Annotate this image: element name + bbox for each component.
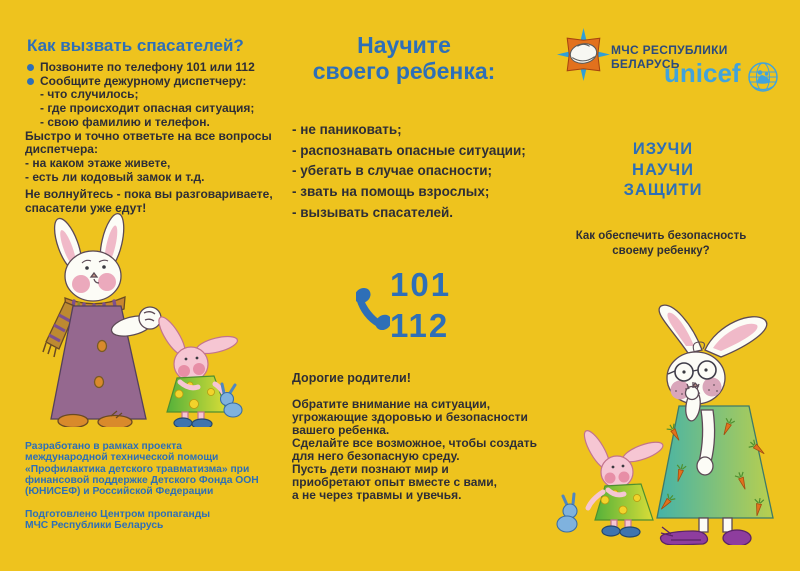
reassurance-note-line: Не волнуйтесь - пока вы разговариваете, bbox=[25, 187, 273, 202]
list-item: - звать на помощь взрослых; bbox=[292, 184, 490, 200]
credits-line: Разработано в рамках проекта bbox=[25, 441, 182, 452]
bullet-text: Сообщите дежурному диспетчеру: bbox=[40, 73, 247, 88]
bullet-item bbox=[25, 61, 280, 75]
paragraph-line: для него безопасную среду. bbox=[292, 448, 460, 463]
parents-paragraph bbox=[292, 397, 538, 502]
paragraph-line: Пусть дети познают мир и bbox=[292, 461, 449, 476]
paragraph-line: вашего ребенка. bbox=[292, 422, 390, 437]
paragraph-line: а не через травмы и увечья. bbox=[292, 487, 462, 502]
emergency-number-101: 101 bbox=[390, 266, 452, 303]
dispatcher-detail-line: - где происходит опасная ситуация; bbox=[40, 101, 255, 116]
credits-line: «Профилактика детского травматизма» при bbox=[25, 463, 250, 475]
left-panel-instructions bbox=[25, 61, 280, 216]
parents-salutation: Дорогие родители! bbox=[292, 371, 411, 385]
list-item: - вызывать спасателей. bbox=[292, 204, 454, 220]
prepared-line: МЧС Республики Беларусь bbox=[25, 520, 164, 532]
left-panel-heading: Как вызвать спасателей? bbox=[27, 36, 244, 55]
answer-questions-line: - есть ли кодовый замок и т.д. bbox=[25, 169, 205, 184]
paragraph-line: угрожающие здоровью и безопасности bbox=[292, 409, 528, 424]
credits-line: финансовой поддержке Детского Фонда ООН bbox=[25, 474, 259, 486]
answer-questions-line: - на каком этаже живете, bbox=[25, 155, 171, 170]
dispatcher-detail-line: - свою фамилию и телефон. bbox=[40, 114, 210, 129]
paragraph-line: приобретают опыт вместе с вами, bbox=[292, 474, 497, 489]
bullet-text: Позвоните по телефону 101 или 112 bbox=[40, 60, 255, 74]
title-line: Научите bbox=[357, 32, 451, 58]
paragraph-line: Сделайте все возможное, чтобы создать bbox=[292, 435, 538, 450]
credits-line: международной технической помощи bbox=[25, 452, 219, 464]
big-rabbit bbox=[657, 305, 773, 545]
emergency-number-112: 112 bbox=[390, 307, 450, 344]
emergency-numbers bbox=[390, 264, 451, 346]
dispatcher-detail-line: - что случилось; bbox=[40, 87, 139, 102]
safety-skills-list bbox=[292, 120, 526, 224]
bullet-icon bbox=[27, 78, 34, 85]
answer-questions-line: Быстро и точно ответьте на все вопросы bbox=[25, 128, 272, 143]
toy-bunny-icon bbox=[557, 494, 577, 532]
prepared-line: Подготовлено Центром пропаганды bbox=[25, 509, 211, 520]
list-item: - распознавать опасные ситуации; bbox=[292, 142, 526, 158]
slogan-line: ЗАЩИТИ bbox=[623, 181, 703, 200]
bullet-item bbox=[25, 75, 280, 89]
unicef-wordmark: unicef bbox=[664, 58, 741, 88]
phone-icon bbox=[356, 282, 390, 336]
project-credits bbox=[25, 441, 265, 497]
mchs-emblem-icon bbox=[557, 28, 610, 81]
slogan bbox=[593, 139, 733, 201]
rabbits-illustration-left bbox=[18, 212, 258, 427]
big-rabbit bbox=[43, 212, 161, 427]
question-line: своему ребенку? bbox=[612, 245, 710, 257]
slogan-line: НАУЧИ bbox=[632, 160, 694, 179]
rabbits-illustration-right bbox=[553, 298, 800, 545]
cover-question bbox=[570, 229, 752, 259]
answer-questions-line: диспетчера: bbox=[25, 142, 98, 157]
prepared-by bbox=[25, 509, 265, 532]
title-line: своего ребенка: bbox=[312, 57, 496, 84]
paragraph-line: Обратите внимание на ситуации, bbox=[292, 397, 491, 411]
list-item: - не паниковать; bbox=[292, 122, 402, 137]
slogan-line: ИЗУЧИ bbox=[632, 140, 694, 158]
credits-line: (ЮНИСЕФ) и Российской Федерации bbox=[25, 486, 214, 498]
list-item: - убегать в случае опасности; bbox=[292, 163, 493, 179]
small-rabbit bbox=[580, 427, 665, 537]
reassurance-note-line: спасатели уже едут! bbox=[25, 201, 147, 216]
unicef-emblem-icon bbox=[747, 61, 779, 93]
question-line: Как обеспечить безопасность bbox=[575, 230, 747, 242]
bullet-icon bbox=[27, 64, 34, 71]
ministry-name: МЧС РЕСПУБЛИКИ БЕЛАРУСЬ bbox=[611, 43, 728, 71]
page-title bbox=[278, 33, 530, 84]
